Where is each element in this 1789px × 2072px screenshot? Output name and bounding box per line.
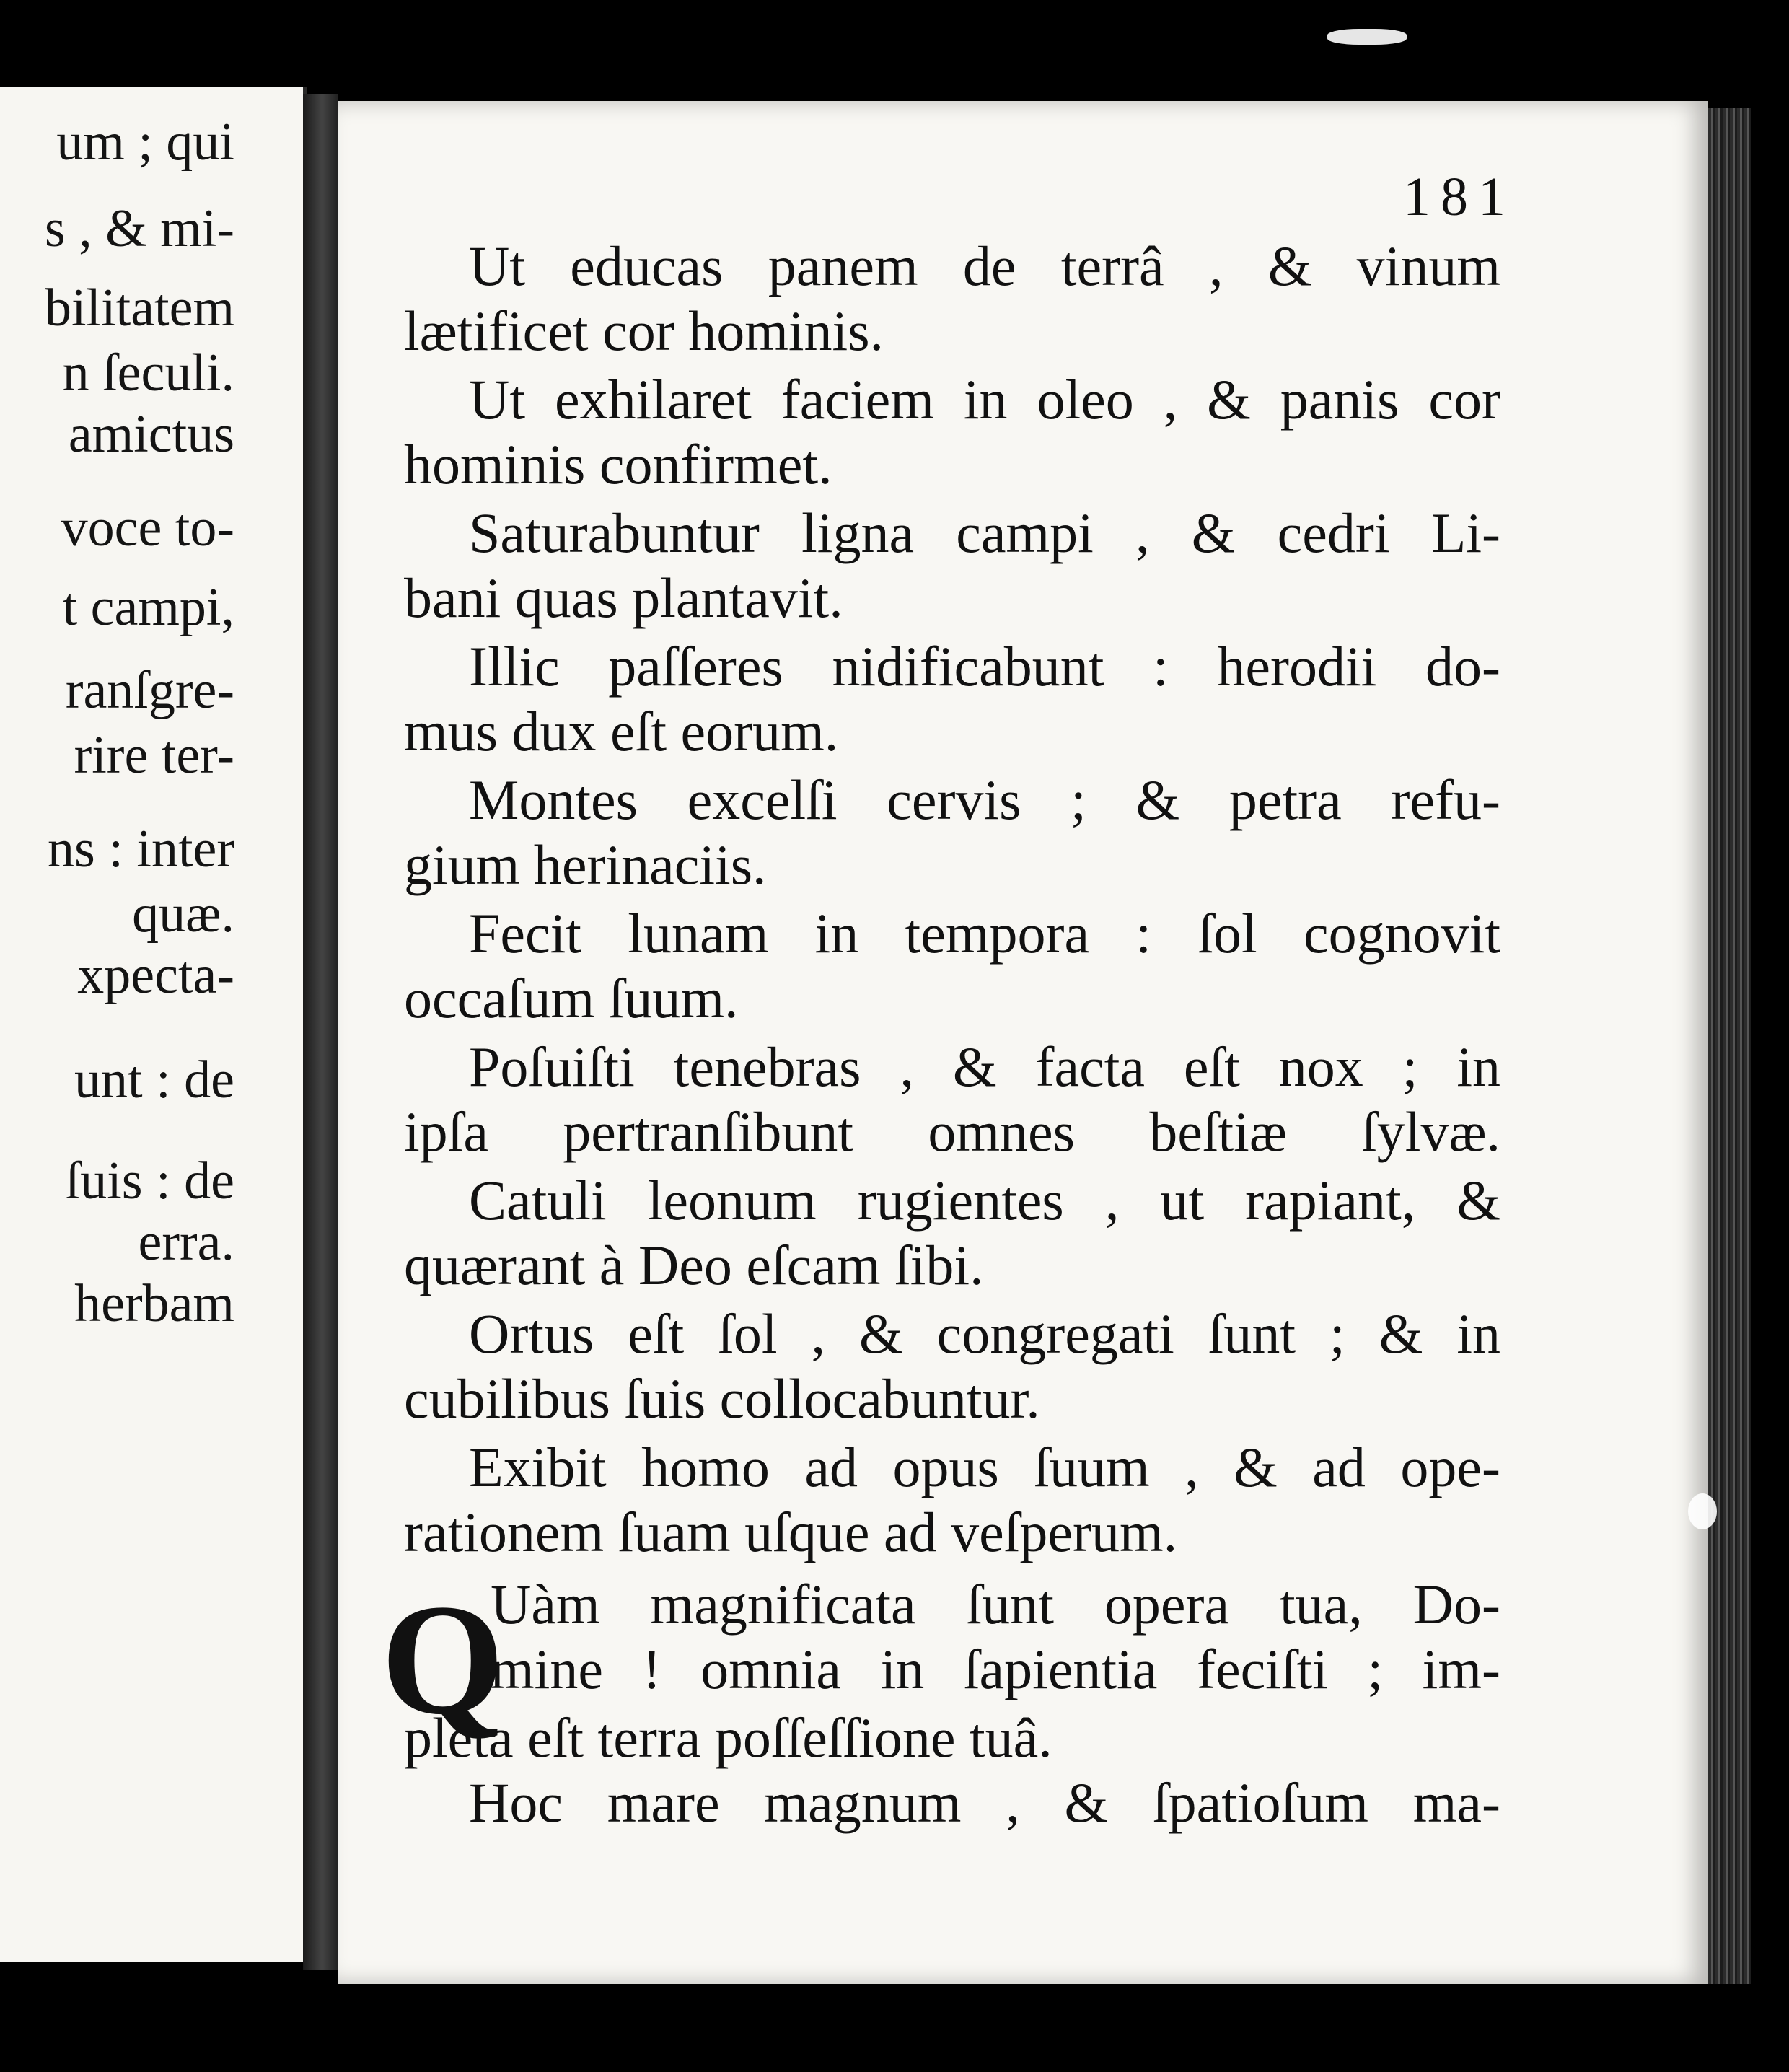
text-line: mine ! omnia in ſapientia feciſti ; im- [491, 1638, 1500, 1700]
text-line: Ut exhilaret faciem in oleo , & panis cor [469, 368, 1500, 431]
left-line: bilitatem [44, 278, 234, 338]
text-line: Hoc mare magnum , & ſpatioſum ma- [469, 1771, 1500, 1834]
left-line: ns : inter [48, 820, 234, 879]
left-line: rire ter- [74, 726, 234, 785]
left-line: herbam [74, 1274, 234, 1333]
text-line: Poſuiſti tenebras , & facta eſt nox ; in [469, 1035, 1500, 1098]
text-line: gium herinaciis. [404, 833, 767, 896]
text-line: rationem ſuam uſque ad veſperum. [404, 1501, 1178, 1563]
text-line: bani quas plantavit. [404, 566, 843, 629]
left-facing-page [0, 87, 307, 1962]
left-line: unt : de [74, 1050, 234, 1110]
left-line: um ; qui [56, 113, 234, 172]
page-edge [1708, 108, 1751, 1984]
scan-speck [1327, 29, 1407, 45]
text-line: Saturabuntur ligna campi , & cedri Li- [469, 501, 1500, 564]
left-line: amictus [68, 405, 234, 464]
left-line: t campi, [62, 578, 234, 637]
text-line: Exibit homo ad opus ſuum , & ad ope- [469, 1436, 1500, 1498]
text-line: Ortus eſt ſol , & congregati ſunt ; & in [469, 1302, 1500, 1365]
drop-cap: Q [381, 1571, 505, 1747]
text-line: Montes excelſi cervis ; & petra refu- [469, 768, 1500, 831]
left-line: ſuis : de [65, 1151, 234, 1211]
book-gutter [303, 94, 338, 1970]
left-line: erra. [138, 1213, 234, 1272]
page-number: 181 [1403, 167, 1516, 227]
left-line: voce to- [61, 499, 234, 558]
text-line: Uàm magnificata ſunt opera tua, Do- [491, 1573, 1500, 1636]
text-line: pleta eſt terra poſſeſſione tuâ. [404, 1706, 1052, 1769]
text-line: quærant à Deo eſcam ſibi. [404, 1234, 984, 1296]
text-line: hominis confirmet. [404, 433, 832, 496]
text-line: Ut educas panem de terrâ , & vinum [469, 234, 1500, 297]
text-line: Fecit lunam in tempora : ſol cognovit [469, 902, 1500, 965]
text-line: Illic paſſeres nidificabunt : herodii do- [469, 635, 1500, 698]
text-line: mus dux eſt eorum. [404, 700, 839, 763]
text-line: Catuli leonum rugientes , ut rapiant, & [469, 1169, 1500, 1232]
text-line: lætificet cor hominis. [404, 299, 884, 362]
text-line: occaſum ſuum. [404, 967, 739, 1030]
left-line: quæ. [132, 884, 234, 944]
left-line: s , & mi- [44, 199, 234, 258]
scan-speck [1688, 1493, 1717, 1529]
left-line: ranſgre- [65, 661, 234, 720]
left-line: xpecta- [77, 946, 234, 1005]
left-line: n ſeculi. [62, 343, 234, 403]
text-line: cubilibus ſuis collocabuntur. [404, 1367, 1040, 1430]
text-line: ipſa pertranſibunt omnes beſtiæ ſylvæ. [404, 1100, 1500, 1163]
